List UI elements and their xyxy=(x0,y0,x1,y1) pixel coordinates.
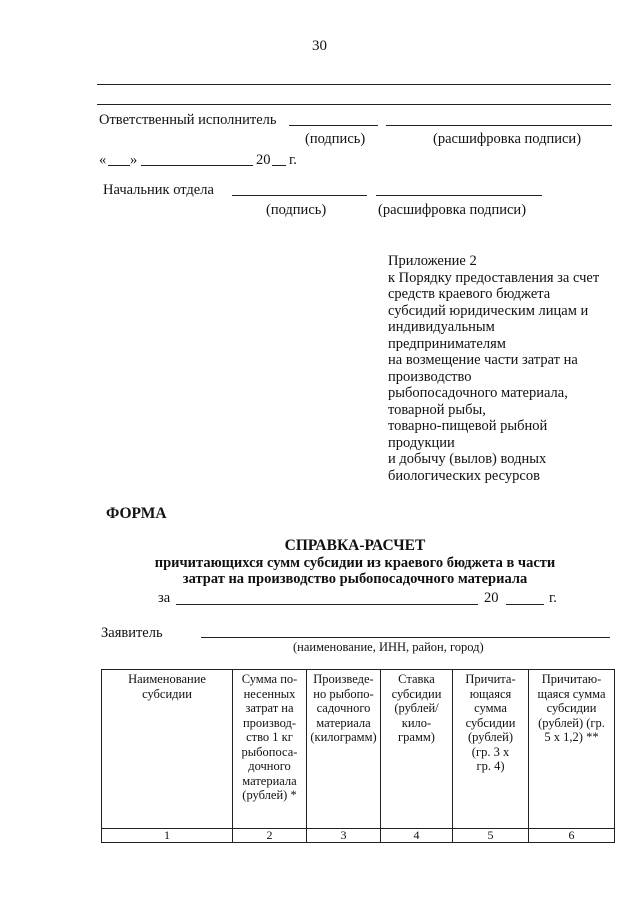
head-decoding-caption: (расшифровка подписи) xyxy=(378,202,527,218)
form-label: ФОРМА xyxy=(106,505,167,522)
column-number: 2 xyxy=(233,829,307,843)
head-signature-line xyxy=(232,195,367,196)
appendix-line: продукции xyxy=(388,434,455,451)
column-number: 5 xyxy=(453,829,529,843)
column-number: 4 xyxy=(381,829,453,843)
blank-line-1 xyxy=(97,84,611,85)
appendix-line: на возмещение части затрат на xyxy=(388,352,578,368)
date-year-prefix: 20 xyxy=(256,152,271,168)
applicant-blank xyxy=(201,637,610,638)
responsible-signature-line xyxy=(289,125,378,126)
responsible-decoding-line xyxy=(386,125,612,126)
appendix-line: товарно-пищевой рыбной xyxy=(388,418,548,434)
department-head-label: Начальник отдела xyxy=(103,182,214,198)
head-decoding-line xyxy=(376,195,542,196)
column-number: 3 xyxy=(307,829,381,843)
period-year-blank xyxy=(506,604,544,605)
form-subtitle-line2: затрат на производство рыбопосадочного материала xyxy=(182,571,528,587)
appendix-line: рыбопосадочного материала, xyxy=(388,385,568,401)
header-subsidy-rate: Ставка субсидии (рублей/ кило- грамм) xyxy=(381,670,453,829)
appendix-block xyxy=(388,253,618,484)
date-year-suffix: г. xyxy=(289,152,297,168)
appendix-line: товарной рыбы, xyxy=(388,401,486,418)
page-number: 30 xyxy=(312,38,327,54)
appendix-line: производство xyxy=(388,368,472,385)
header-due-subsidy-coef: Причитаю- щаяся сумма субсидии (рублей) (гр. 5 х 1,2) ** xyxy=(529,670,615,829)
responsible-signature-caption: (подпись) xyxy=(305,131,366,147)
period-prefix: за xyxy=(158,590,171,606)
date-year-blank xyxy=(272,165,286,166)
date-quote-close: » xyxy=(130,152,138,168)
calculation-table xyxy=(101,669,615,843)
header-produced-material: Произведе- но рыбопо- садочного материала (килограмм) xyxy=(307,670,381,829)
responsible-executor-label: Ответственный исполнитель xyxy=(99,112,277,128)
appendix-line: средств краевого бюджета xyxy=(388,286,551,302)
appendix-line: предпринимателям xyxy=(388,335,506,352)
head-signature-caption: (подпись) xyxy=(266,202,327,218)
column-number: 1 xyxy=(102,829,233,843)
applicant-label: Заявитель xyxy=(101,625,163,641)
form-subtitle-line1: причитающихся сумм субсидии из краевого бюджета в части xyxy=(154,555,556,571)
header-due-subsidy: Причита- ющаяся сумма субсидии (рублей) (гр. 3 х гр. 4) xyxy=(453,670,529,829)
header-cost-per-kg: Сумма по- несенных затрат на производ- ство 1 кг рыбопоса- дочного материала (рублей) * xyxy=(233,670,307,829)
period-year-prefix: 20 xyxy=(484,590,499,606)
date-day-blank xyxy=(108,165,130,166)
period-blank xyxy=(176,604,478,605)
column-number: 6 xyxy=(529,829,615,843)
responsible-decoding-caption: (расшифровка подписи) xyxy=(433,131,582,147)
applicant-caption: (наименование, ИНН, район, город) xyxy=(293,640,484,654)
appendix-line: и добычу (вылов) водных xyxy=(388,451,547,467)
table-header-row xyxy=(102,670,615,829)
appendix-line: Приложение 2 xyxy=(388,253,477,269)
period-year-suffix: г. xyxy=(549,590,557,606)
appendix-line: биологических ресурсов xyxy=(388,467,540,484)
date-quote-open: « xyxy=(99,152,107,168)
appendix-line: индивидуальным xyxy=(388,319,495,335)
header-subsidy-name: Наименование субсидии xyxy=(102,670,233,829)
appendix-line: субсидий юридическим лицам и xyxy=(388,302,589,319)
date-month-blank xyxy=(141,165,253,166)
form-title: СПРАВКА-РАСЧЕТ xyxy=(284,537,426,554)
column-number-row xyxy=(102,829,615,843)
appendix-line: к Порядку предоставления за счет xyxy=(388,269,600,286)
blank-line-2 xyxy=(97,104,611,105)
